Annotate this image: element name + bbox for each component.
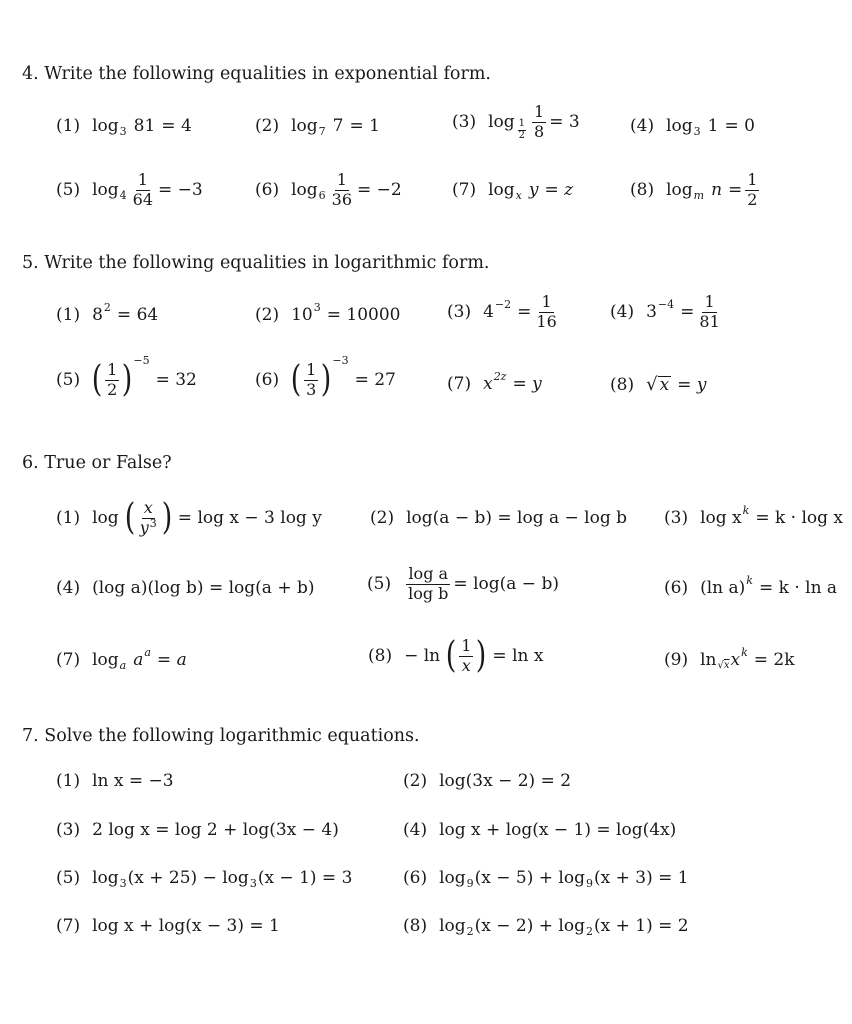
item-number: (1) (56, 507, 81, 528)
left-paren: ( (290, 359, 302, 401)
part: (x + 25) − log (127, 868, 249, 888)
log-fn: log (666, 116, 693, 136)
q6-item-9 (664, 646, 795, 671)
log-fn: log (92, 507, 119, 528)
item-number: (2) (255, 305, 280, 325)
log-base: 3 (119, 125, 127, 138)
q5-item-5 (56, 353, 197, 401)
q6-item-2 (370, 510, 627, 527)
equation: log x + log(x − 3) = 1 (92, 916, 280, 936)
item-number: (2) (370, 508, 395, 528)
item-number: (7) (56, 916, 81, 936)
q6-item-8 (368, 635, 544, 677)
exponent: −2 (494, 297, 512, 311)
q4-item-7 (452, 180, 574, 202)
log-arg: 1 (707, 116, 719, 136)
log-base-fraction: $\frac{1}{2}$ (518, 118, 526, 141)
log-arg-fraction: $\frac{1}{8}$ (534, 102, 545, 141)
part: log (439, 868, 466, 888)
item-number: (3) (447, 301, 472, 322)
q7-item-5 (56, 868, 353, 890)
item-number: (2) (403, 771, 428, 791)
q5-item-3 (447, 294, 562, 331)
q5-item-1 (56, 301, 159, 325)
item-number: (7) (447, 374, 472, 394)
q5-item-4 (610, 294, 725, 331)
log-base: 7 (318, 125, 326, 138)
q7-item-6 (403, 868, 689, 890)
log-base: 2 (585, 925, 593, 938)
q6-item-6 (664, 574, 838, 598)
right-paren: ) (321, 359, 332, 401)
base-fraction: $\frac{1}{3}$ (306, 360, 317, 399)
log-arg: a (133, 650, 144, 670)
log-base: 3 (693, 125, 701, 138)
item-number: (8) (630, 179, 655, 200)
base-fraction: $\frac{1}{2}$ (107, 360, 118, 399)
equals: = (517, 301, 532, 322)
q5-item-7 (447, 370, 542, 394)
rhs-fraction: $\frac{1}{2}$ (747, 170, 758, 209)
rhs: = ln x (492, 645, 544, 666)
q5-item-8 (610, 376, 706, 394)
log-fn: log (291, 116, 318, 136)
q4-item-6 (255, 172, 402, 209)
item-number: (6) (403, 868, 428, 888)
power-base: 10 (291, 305, 313, 325)
arg-fraction: $\frac{x}{y^3}$ (139, 498, 157, 537)
log-fn: log (291, 179, 318, 200)
rhs: = −2 (357, 179, 402, 200)
log-arg: 7 (332, 116, 344, 136)
log-arg: y (528, 180, 539, 200)
q5-item-2 (255, 301, 401, 325)
q7-item-4 (403, 822, 676, 839)
log-fn: log (92, 179, 119, 200)
q7-item-3 (56, 822, 339, 839)
rhs: = 2k (753, 650, 795, 670)
equals: = (680, 301, 695, 322)
item-number: (6) (255, 179, 280, 200)
q6-item-5 (367, 566, 559, 603)
q4-item-2 (255, 116, 380, 138)
rhs: = 4 (161, 116, 192, 136)
exponent: k (742, 504, 750, 517)
log-base: 4 (119, 188, 127, 202)
exponent: −5 (133, 353, 150, 367)
log-base: 3 (119, 877, 127, 890)
square-root: √ x (646, 374, 670, 395)
rhs: = 0 (724, 116, 755, 136)
expression: (log a)(log b) = log(a + b) (92, 578, 315, 598)
log-fn: log (92, 116, 119, 136)
right-paren: ) (122, 359, 133, 401)
item-number: (3) (664, 508, 689, 528)
equation: log x + log(x − 1) = log(4x) (439, 820, 677, 840)
left-paren: ( (91, 359, 103, 401)
item-number: (3) (56, 820, 81, 840)
q6-item-1 (56, 497, 322, 539)
q5-heading: 5. Write the following equalities in logarithmic form. (22, 253, 490, 273)
item-number: (6) (664, 578, 689, 598)
expression: log(a − b) = log a − log b (406, 508, 628, 528)
item-number: (8) (368, 645, 393, 666)
item-number: (4) (403, 820, 428, 840)
log-base: 2 (466, 925, 474, 938)
item-number: (5) (56, 369, 81, 390)
power-base: x (483, 374, 493, 394)
q4-item-4 (630, 116, 755, 138)
log-fn: log (488, 111, 515, 132)
power-base: 8 (92, 305, 103, 325)
item-number: (8) (403, 916, 428, 936)
part: (x + 1) = 2 (593, 916, 689, 936)
item-number: (4) (610, 301, 635, 322)
log-base: 3 (249, 877, 257, 890)
item-number: (2) (255, 116, 280, 136)
equation: 2 log x = log 2 + log(3x − 4) (92, 820, 339, 840)
exponent: −3 (332, 353, 349, 367)
rhs: = y (677, 374, 707, 395)
part: (x − 5) + log (474, 868, 585, 888)
part: log (92, 868, 119, 888)
q7-heading: 7. Solve the following logarithmic equations. (22, 726, 420, 746)
item-number: (1) (56, 116, 81, 136)
log-fn: log (488, 180, 515, 200)
part: (x + 3) = 1 (593, 868, 689, 888)
log-base: x (515, 189, 522, 202)
item-number: (5) (56, 179, 81, 200)
q6-heading: 6. True or False? (22, 453, 172, 473)
item-number: (5) (367, 573, 392, 594)
q7-item-2 (403, 773, 571, 790)
log-base: m (693, 188, 705, 202)
rhs: = 27 (354, 369, 396, 390)
exponent: k (746, 574, 753, 587)
item-number: (7) (452, 180, 477, 200)
rhs: = 3 (549, 111, 580, 132)
right-paren: ) (476, 635, 487, 677)
exponent: −4 (657, 297, 675, 311)
item-number: (8) (610, 374, 635, 395)
rhs: = a (156, 650, 187, 670)
q6-item-7 (56, 646, 187, 672)
item-number: (4) (56, 578, 81, 598)
rhs: = 64 (116, 305, 159, 325)
lhs: − ln (404, 645, 441, 666)
item-number: (4) (630, 116, 655, 136)
log-arg: 81 (133, 116, 156, 136)
q4-heading: 4. Write the following equalities in exponential form. (22, 64, 491, 84)
right-paren: ) (161, 497, 173, 539)
log-base: √x (717, 659, 730, 671)
exponent: a (144, 646, 151, 659)
rhs: = z (544, 180, 574, 200)
q5-item-6 (255, 353, 396, 401)
exponent: k (741, 646, 748, 659)
q4-item-1 (56, 116, 192, 138)
rhs-fraction: $\frac{1}{16}$ (536, 292, 557, 331)
part: (x − 1) = 3 (257, 868, 353, 888)
power-base: 3 (646, 301, 657, 322)
equals: = (728, 179, 743, 200)
rhs: = 10000 (326, 305, 401, 325)
rhs: = log x − 3 log y (177, 507, 322, 528)
log-arg-fraction: $\frac{1}{64}$ (132, 170, 154, 209)
q4-item-8 (630, 172, 762, 209)
log-base: 9 (466, 877, 474, 890)
equation: log(3x − 2) = 2 (439, 771, 572, 791)
rhs: = y (512, 374, 542, 394)
rhs: = log(a − b) (453, 573, 559, 594)
item-number: (9) (664, 650, 689, 670)
rhs-fraction: $\frac{1}{81}$ (699, 292, 720, 331)
q6-item-4 (56, 580, 315, 597)
lhs-fraction: $\frac{\text{log a}}{\text{log b}}$ (408, 564, 449, 603)
exponent: 2 (103, 301, 111, 314)
q4-item-5 (56, 172, 203, 209)
item-number: (1) (56, 305, 81, 325)
item-number: (6) (255, 369, 280, 390)
arg-fraction: $\frac{1}{x}$ (461, 636, 472, 675)
rhs: = −3 (158, 179, 203, 200)
q7-item-7 (56, 918, 280, 935)
exponent: 3 (313, 301, 321, 314)
rhs: = 1 (349, 116, 380, 136)
power-base: 4 (483, 301, 494, 322)
part: (x − 2) + log (474, 916, 585, 936)
left-paren: ( (124, 497, 135, 539)
log-base: 6 (318, 188, 326, 202)
log-arg-fraction: $\frac{1}{36}$ (331, 170, 353, 209)
log-fn: log (92, 650, 119, 670)
log-arg: n (711, 179, 723, 200)
log-base: a (119, 659, 127, 672)
log-arg: x (730, 650, 741, 670)
lhs: (ln a) (700, 578, 746, 598)
item-number: (7) (56, 650, 81, 670)
equation: ln x = −3 (92, 771, 174, 791)
exponent: 2z (493, 370, 507, 383)
log-base: 9 (585, 877, 593, 890)
q7-item-8 (403, 916, 689, 938)
item-number: (3) (452, 111, 477, 132)
part: log (439, 916, 466, 936)
lhs: log x (700, 508, 742, 528)
rhs: = k · ln a (758, 578, 838, 598)
item-number: (5) (56, 868, 81, 888)
log-fn: ln (700, 650, 717, 670)
q7-item-1 (56, 773, 174, 790)
rhs: = 32 (155, 369, 197, 390)
q6-item-3 (664, 504, 844, 528)
item-number: (1) (56, 771, 81, 791)
left-paren: ( (445, 635, 457, 677)
q4-item-3 (452, 104, 580, 141)
rhs: = k · log x (755, 508, 844, 528)
log-fn: log (666, 179, 693, 200)
